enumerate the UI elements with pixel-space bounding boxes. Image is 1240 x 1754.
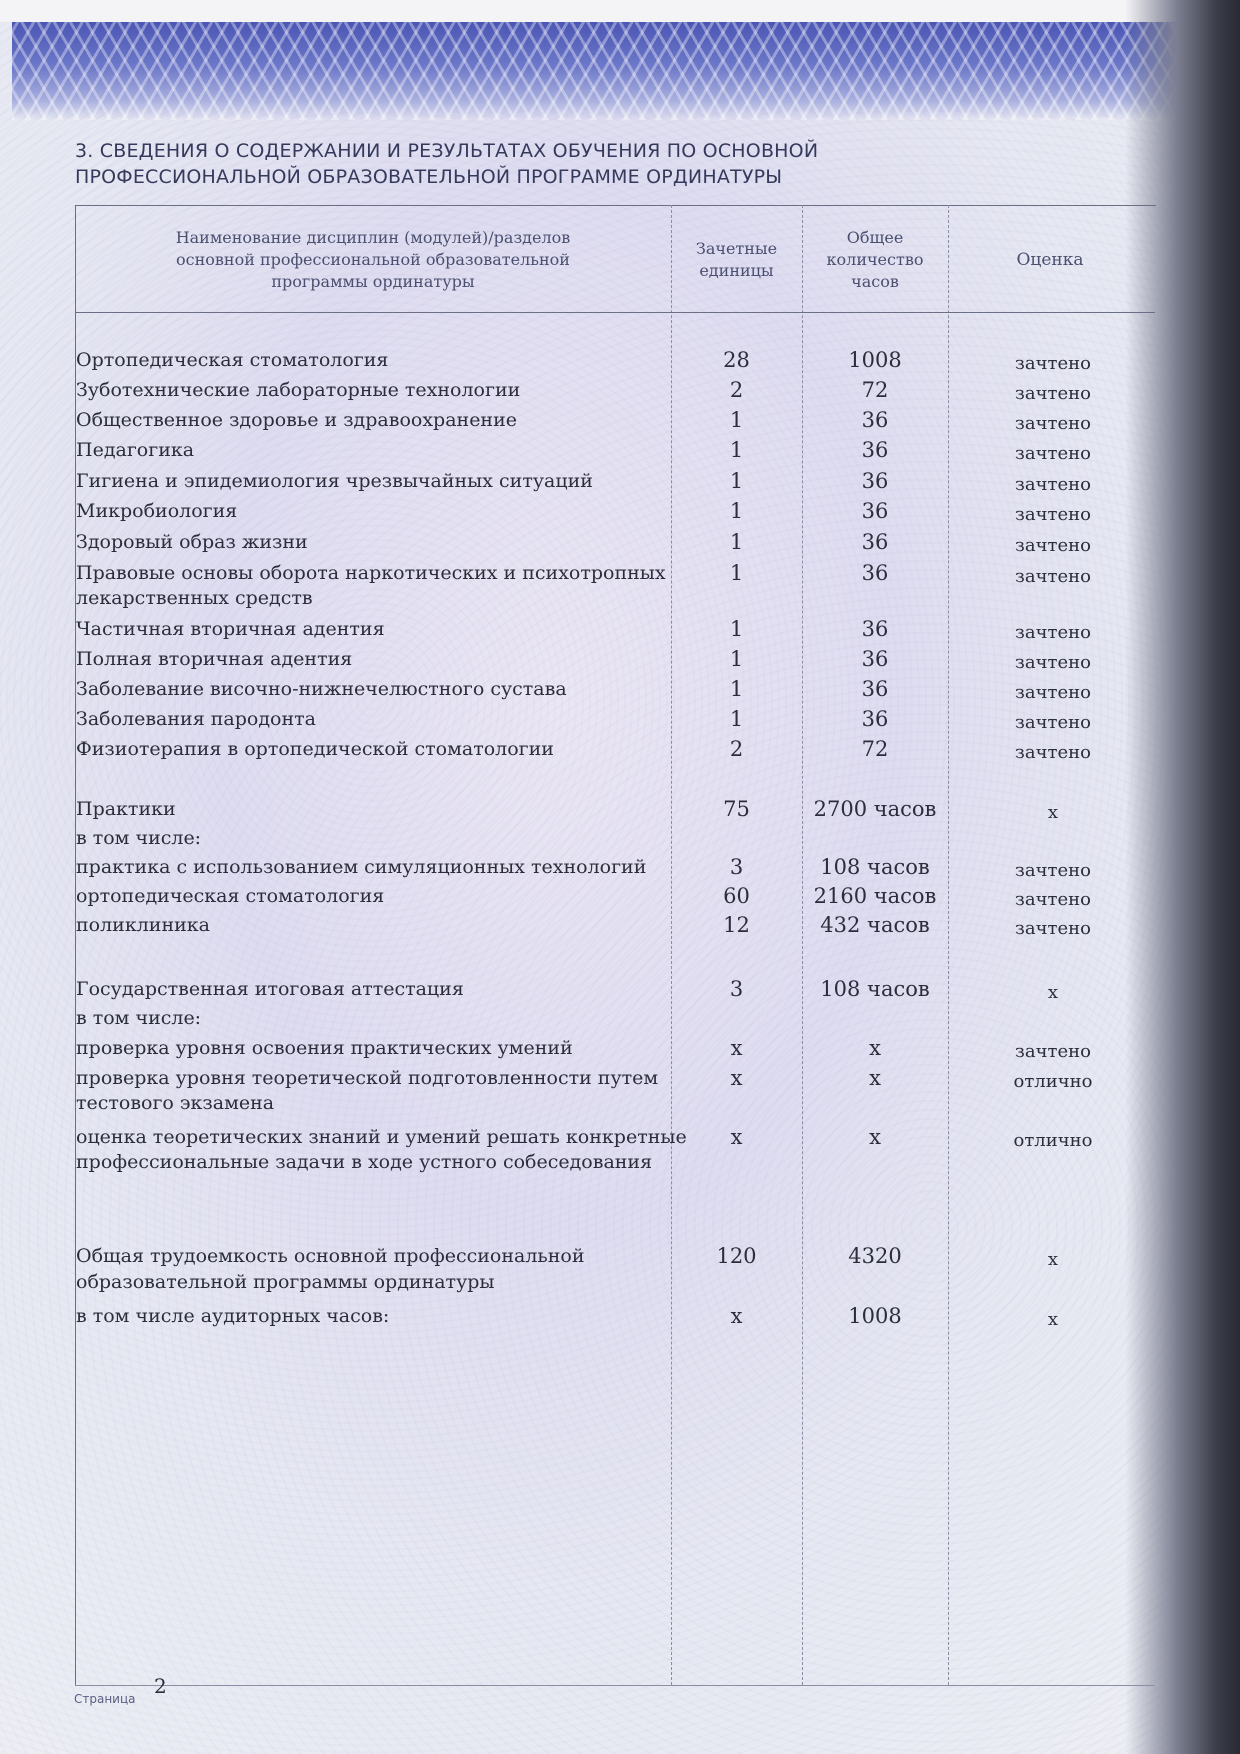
column-header-discipline [78, 210, 668, 310]
header-hours-line-1: Общее [846, 228, 904, 247]
total-hours: 36 [861, 561, 889, 585]
total-hours: 36 [861, 530, 889, 554]
credit-units: 1 [729, 438, 744, 462]
credit-units: х [730, 1066, 743, 1090]
total-hours: 36 [861, 707, 889, 731]
discipline-name: Здоровый образ жизни [76, 531, 308, 553]
practice-name: ортопедическая стоматология [76, 885, 385, 907]
table-frame-bottom [75, 1685, 1155, 1686]
header-hours-line-3: часов [851, 272, 899, 291]
credit-units: 75 [723, 797, 750, 821]
subheading: в том числе: [76, 1007, 202, 1029]
grade: зачтено [1015, 652, 1091, 673]
exam-name: оценка теоретических знаний и умений решать конкретные [76, 1126, 687, 1148]
credit-units: 1 [729, 469, 744, 493]
total-hours: 36 [861, 677, 889, 701]
grade: зачтено [1015, 622, 1091, 643]
credit-units: х [730, 1125, 743, 1149]
header-grade-text: Оценка [1016, 250, 1084, 270]
grade: зачтено [1015, 712, 1091, 733]
paper-margin [0, 0, 1240, 22]
section-name: Государственная итоговая аттестация [76, 978, 464, 1000]
credit-units: 1 [729, 561, 744, 585]
credit-units: 60 [723, 884, 750, 908]
total-hours: 2160 часов [813, 884, 937, 908]
discipline-name-continuation: лекарственных средств [76, 587, 313, 609]
credit-units: 120 [716, 1244, 757, 1268]
grade: зачтено [1015, 535, 1091, 556]
total-hours: х [869, 1125, 881, 1149]
grade: зачтено [1015, 383, 1091, 404]
credit-units: 1 [729, 707, 744, 731]
credit-units: 1 [729, 647, 744, 671]
credit-units: 2 [729, 737, 744, 761]
exam-name: проверка уровня теоретической подготовленности путем [76, 1067, 659, 1089]
header-units-line-2: единицы [699, 261, 774, 280]
total-hours: 108 часов [820, 977, 930, 1001]
discipline-name: Микробиология [76, 500, 238, 522]
discipline-name: Заболевания пародонта [76, 708, 316, 730]
grade: х [1047, 982, 1059, 1003]
total-hours: 36 [861, 438, 889, 462]
credit-units: 3 [729, 855, 744, 879]
total-hours: 2700 часов [813, 797, 937, 821]
discipline-name: Зуботехнические лабораторные технологии [76, 379, 521, 401]
total-hours: 36 [861, 499, 889, 523]
page-number: 2 [154, 1674, 167, 1698]
total-hours: 36 [861, 647, 889, 671]
section-title-line-2: ПРОФЕССИОНАЛЬНОЙ ОБРАЗОВАТЕЛЬНОЙ ПРОГРАММЕ ОРДИНАТУРЫ [75, 166, 783, 188]
exam-name-continuation: тестового экзамена [76, 1092, 275, 1114]
total-hours: 108 часов [820, 855, 930, 879]
discipline-name: Частичная вторичная адентия [76, 618, 385, 640]
section-title-line-1: 3. СВЕДЕНИЯ О СОДЕРЖАНИИ И РЕЗУЛЬТАТАХ ОБУЧЕНИЯ ПО ОСНОВНОЙ [75, 140, 819, 162]
credit-units: х [730, 1304, 743, 1328]
credit-units: 1 [729, 617, 744, 641]
grade: зачтено [1015, 504, 1091, 525]
total-name-continuation: образовательной программы ординатуры [76, 1271, 495, 1293]
grade: зачтено [1015, 566, 1091, 587]
grade: отлично [1013, 1071, 1093, 1092]
credit-units: 3 [729, 977, 744, 1001]
total-hours: 36 [861, 469, 889, 493]
total-name: Общая трудоемкость основной профессиональной [76, 1245, 585, 1267]
exam-name-continuation: профессиональные задачи в ходе устного собеседования [76, 1151, 653, 1173]
grade: зачтено [1015, 474, 1091, 495]
grade: х [1047, 1309, 1059, 1330]
column-header-credit-units [673, 210, 800, 310]
subheading: в том числе: [76, 827, 202, 849]
header-units-line-1: Зачетные [695, 239, 778, 258]
column-header-grade [950, 210, 1150, 310]
discipline-name: Общественное здоровье и здравоохранение [76, 409, 518, 431]
credit-units: 1 [729, 677, 744, 701]
discipline-name: Педагогика [76, 439, 195, 461]
grade: зачтено [1015, 742, 1091, 763]
exam-name: проверка уровня освоения практических умений [76, 1037, 573, 1059]
section-name: Практики [76, 798, 176, 820]
credit-units: 1 [729, 499, 744, 523]
credit-units: 28 [723, 348, 750, 372]
total-hours: 36 [861, 408, 889, 432]
grade: зачтено [1015, 860, 1091, 881]
decorative-ornament-band [12, 22, 1240, 120]
total-hours: 1008 [848, 348, 902, 372]
practice-name: практика с использованием симуляционных технологий [76, 856, 647, 878]
header-discipline-line-2: основной профессиональной образовательной [176, 250, 570, 269]
total-hours: 1008 [848, 1304, 902, 1328]
total-hours: 72 [861, 378, 889, 402]
grade: зачтено [1015, 682, 1091, 703]
total-hours: 36 [861, 617, 889, 641]
header-divider [75, 312, 1155, 313]
discipline-name: Полная вторичная адентия [76, 648, 353, 670]
grade: зачтено [1015, 889, 1091, 910]
grade: зачтено [1015, 443, 1091, 464]
total-hours: х [869, 1036, 881, 1060]
discipline-name: Заболевание височно-нижнечелюстного сустава [76, 678, 567, 700]
grade: х [1047, 802, 1059, 823]
header-discipline-line-3: программы ординатуры [271, 272, 475, 291]
discipline-name: Физиотерапия в ортопедической стоматологии [76, 738, 554, 760]
header-hours-line-2: количество [826, 250, 924, 269]
credit-units: 1 [729, 530, 744, 554]
grade: зачтено [1015, 1041, 1091, 1062]
header-discipline-line-1: Наименование дисциплин (модулей)/разделов [175, 228, 571, 247]
grade: зачтено [1015, 353, 1091, 374]
discipline-name: Правовые основы оборота наркотических и психотропных [76, 562, 666, 584]
credit-units: 2 [729, 378, 744, 402]
page-label: Страница [74, 1692, 136, 1706]
grade: зачтено [1015, 918, 1091, 939]
total-hours: 432 часов [820, 913, 930, 937]
grade: отлично [1013, 1130, 1093, 1151]
credit-units: 12 [723, 913, 750, 937]
practice-name: поликлиника [76, 914, 210, 936]
total-hours: х [869, 1066, 881, 1090]
total-name: в том числе аудиторных часов: [76, 1305, 390, 1327]
section-title [75, 138, 1075, 190]
column-header-total-hours [804, 210, 946, 310]
total-hours: 4320 [848, 1244, 902, 1268]
grade: х [1047, 1249, 1059, 1270]
grade: зачтено [1015, 413, 1091, 434]
credit-units: х [730, 1036, 743, 1060]
credit-units: 1 [729, 408, 744, 432]
discipline-name: Гигиена и эпидемиология чрезвычайных ситуаций [76, 470, 593, 492]
total-hours: 72 [861, 737, 889, 761]
discipline-name: Ортопедическая стоматология [76, 349, 389, 371]
